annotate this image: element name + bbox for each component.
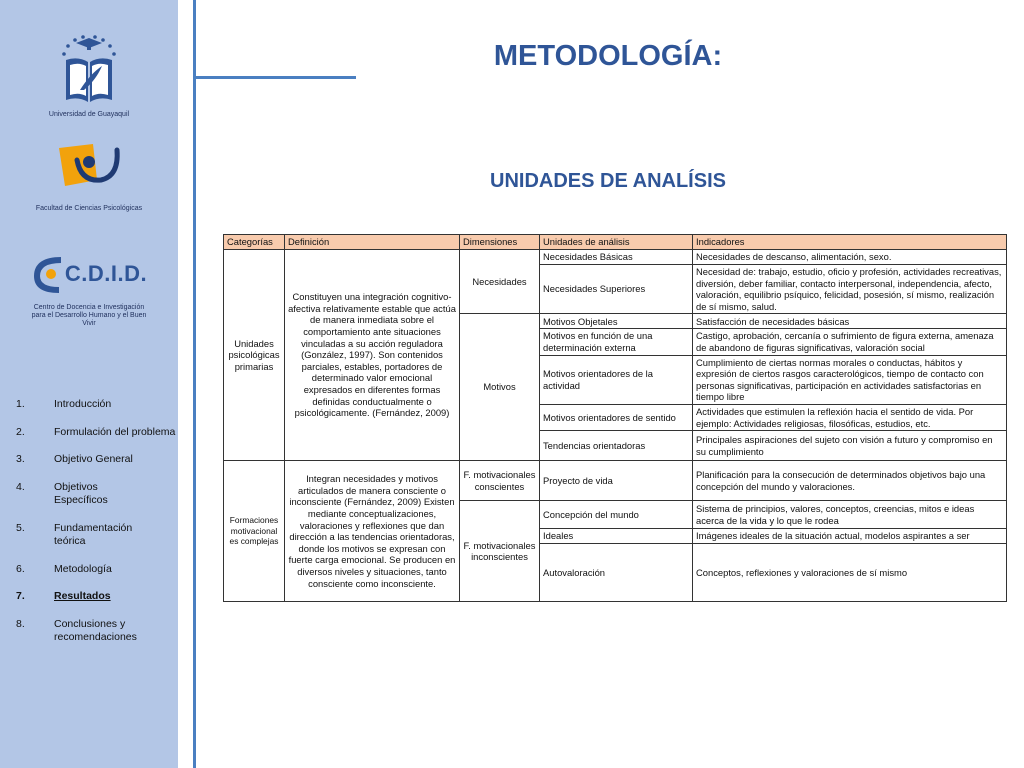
definition-cell: Constituyen una integración cognitivo-afectiva relativamente estable que actúa de manera inmediata sobre el comportamiento ante situaciones vinculadas a su acción reguladora (González, 1997). Son contenidos parciales, estables, portadores de determinado valor emocional expresados en diferentes formas definidas conductualmente o psicológicamente. (Fernández, 2009) <box>285 250 460 461</box>
university-crest-icon <box>54 30 124 106</box>
nav-item-resultados[interactable]: 7. Resultados <box>16 590 111 602</box>
nav-item-formulacion[interactable]: 2. Formulación del problema <box>16 425 176 438</box>
indicator-cell: Actividades que estimulen la reflexión hacia el sentido de vida. Por ejemplo: Actividades religiosas, filosóficas, estudios, etc. <box>693 404 1007 430</box>
table-row <box>224 461 1007 501</box>
nav-item-fundamentacion[interactable]: 5. Fundamentación teórica <box>16 521 133 547</box>
university-logo <box>0 30 178 119</box>
unit-cell: Proyecto de vida <box>540 461 693 501</box>
vertical-divider <box>193 0 196 768</box>
analysis-units-table <box>223 234 1007 602</box>
faculty-logo <box>0 140 178 213</box>
indicator-cell: Necesidades de descanso, alimentación, sexo. <box>693 250 1007 265</box>
cdid-acronym: C.D.I.D. <box>64 261 148 286</box>
page-title: METODOLOGÍA: <box>493 40 723 72</box>
sidebar <box>0 0 178 768</box>
nav-item-conclusiones[interactable]: 8. Conclusiones y recomendaciones <box>16 617 137 643</box>
table-row <box>224 250 1007 265</box>
nav-item-metodologia[interactable]: 6. Metodología <box>16 562 112 575</box>
indicator-cell: Principales aspiraciones del sujeto con visión a futuro y compromiso en su cumplimiento <box>693 431 1007 461</box>
unit-cell: Concepción del mundo <box>540 501 693 529</box>
nav-item-introduccion[interactable]: 1. Introducción <box>16 398 112 410</box>
header-definicion: Definición <box>285 235 460 250</box>
indicator-cell: Satisfacción de necesidades básicas <box>693 314 1007 329</box>
indicator-cell: Necesidad de: trabajo, estudio, oficio y profesión, actividades recreativas, diversión, deber familiar, contacto interpersonal, independencia, afecto, valoración, equilibrio psíquico, felicidad, posesión, sí mismo, realización de sí mismo, salud. <box>693 265 1007 314</box>
unit-cell: Motivos Objetales <box>540 314 693 329</box>
unit-cell: Ideales <box>540 529 693 544</box>
indicator-cell: Imágenes ideales de la situación actual, modelos aspirantes a ser <box>693 529 1007 544</box>
category-cell: Unidades psicológicas primarias <box>224 250 285 461</box>
dimension-cell: F. motivacionales conscientes <box>460 461 540 501</box>
indicator-cell: Cumplimiento de ciertas normas morales o conductas, hábitos y expresión de ciertos rasgos caracterológicos, tiempo de contacto con personas significativas, participación en actividades satisfactorias en tiempo libre <box>693 355 1007 404</box>
faculty-name: Facultad de Ciencias Psicológicas <box>35 205 143 212</box>
unit-cell: Necesidades Básicas <box>540 250 693 265</box>
indicator-cell: Sistema de principios, valores, conceptos, creencias, mitos e ideas acerca de la vida y lo que le rodea <box>693 501 1007 529</box>
unit-cell: Motivos en función de una determinación externa <box>540 329 693 355</box>
cdid-emblem-icon <box>31 254 65 294</box>
definition-cell: Integran necesidades y motivos articulados de manera consciente o inconsciente (Fernández, 2009) Existen mediante conceptualizaciones, valoraciones y reflexiones que dan dirección a las tendencias orientadoras, donde los motivos se expresan con fuerte carga emocional. Se producen en diversos niveles y situaciones, tanto consciente como inconsciente. <box>285 461 460 602</box>
faculty-emblem-icon <box>51 140 127 200</box>
unit-cell: Motivos orientadores de sentido <box>540 404 693 430</box>
nav-item-objetivo-general[interactable]: 3. Objetivo General <box>16 453 133 465</box>
header-indicadores: Indicadores <box>693 235 1007 250</box>
dimension-cell: Necesidades <box>460 250 540 314</box>
title-underline <box>193 76 356 79</box>
unit-cell: Tendencias orientadoras <box>540 431 693 461</box>
cdid-logo <box>0 248 178 328</box>
dimension-cell: Motivos <box>460 314 540 461</box>
indicator-cell: Planificación para la consecución de determinados objetivos bajo una concepción del mundo y valoraciones. <box>693 461 1007 501</box>
section-nav <box>16 398 176 645</box>
indicator-cell: Castigo, aprobación, cercanía o sufrimiento de figura externa, amenaza de abandono de figuras significativas, valoración social <box>693 329 1007 355</box>
page-subtitle: UNIDADES DE ANALÍSIS <box>490 170 726 192</box>
nav-item-objetivos-especificos[interactable]: 4. Objetivos Específicos <box>16 480 108 506</box>
header-categorias: Categorías <box>224 235 285 250</box>
unit-cell: Motivos orientadores de la actividad <box>540 355 693 404</box>
header-dimensiones: Dimensiones <box>460 235 540 250</box>
dimension-cell: F. motivacionales inconscientes <box>460 501 540 602</box>
category-cell: Formaciones motivacional es complejas <box>224 461 285 602</box>
indicator-cell: Conceptos, reflexiones y valoraciones de sí mismo <box>693 544 1007 602</box>
unit-cell: Necesidades Superiores <box>540 265 693 314</box>
header-unidades: Unidades de análisis <box>540 235 693 250</box>
university-name: Universidad de Guayaquil <box>48 111 130 118</box>
unit-cell: Autovaloración <box>540 544 693 602</box>
table-header-row <box>224 235 1007 250</box>
cdid-name: Centro de Docencia e Investigación para el Desarrollo Humano y el Buen Vivir <box>31 304 147 328</box>
